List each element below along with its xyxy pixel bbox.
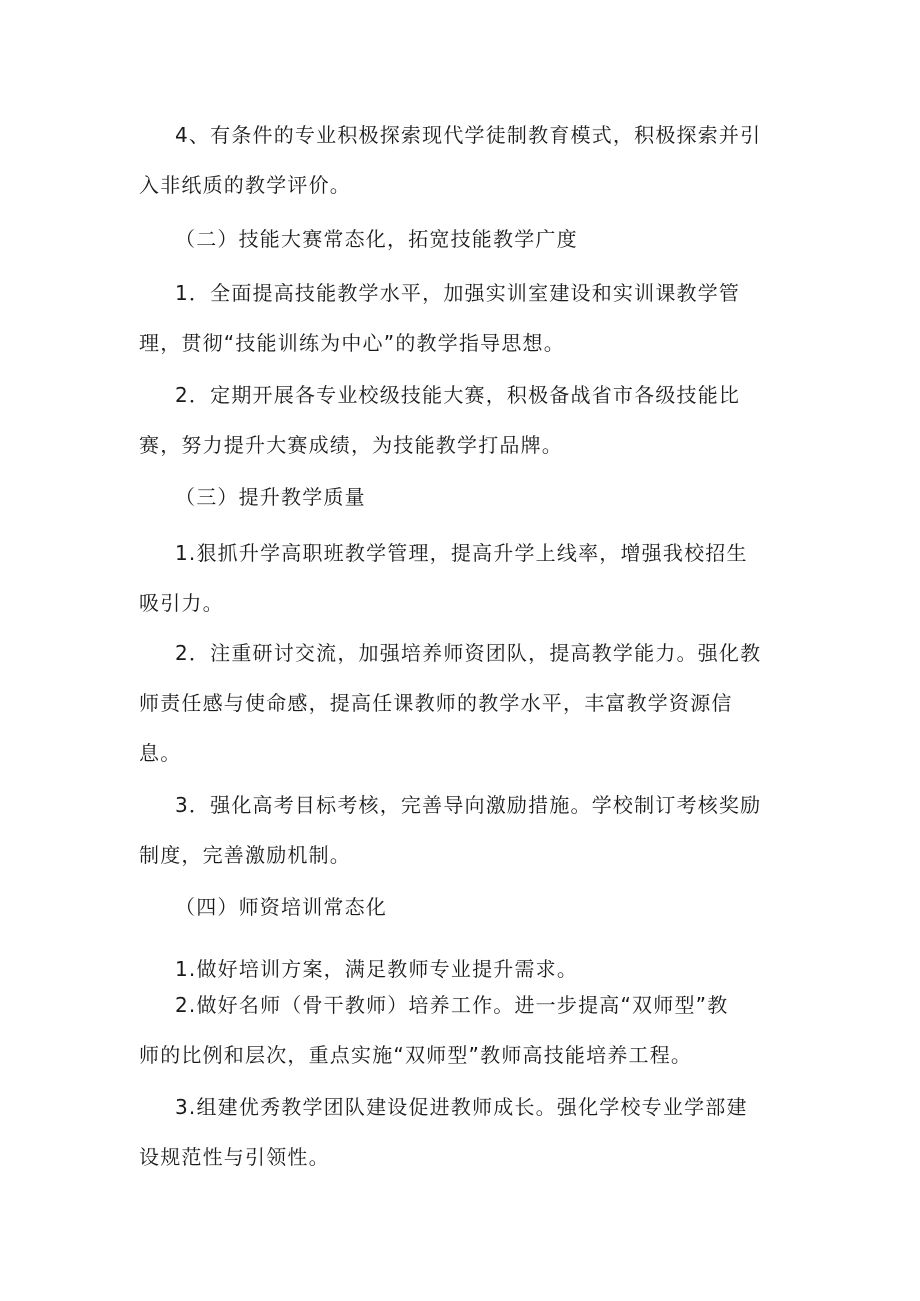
paragraph-skills-2 — [139, 370, 779, 470]
text-line: 设规范性与引领性。 — [139, 1145, 330, 1169]
section-heading-2: （二）技能大赛常态化，拓宽技能教学广度 — [175, 227, 578, 251]
text-line: 吸引力。 — [139, 591, 224, 615]
text-line: 2．注重研讨交流，加强培养师资团队，提高教学能力。强化教 — [175, 641, 762, 665]
text-line: 2.做好名师（骨干教师）培养工作。进一步提高“双师型”教 — [175, 993, 729, 1017]
paragraph-training-2 — [139, 980, 779, 1080]
text-line: 师责任感与使命感，提高任课教师的教学水平，丰富教学资源信 — [139, 691, 733, 715]
text-line: 1.做好培训方案，满足教师专业提升需求。 — [175, 957, 579, 981]
paragraph-quality-1 — [139, 528, 779, 628]
text-line: 入非纸质的教学评价。 — [139, 173, 351, 197]
paragraph-quality-3 — [139, 780, 779, 880]
text-line: 赛，努力提升大赛成绩，为技能教学打品牌。 — [139, 433, 563, 457]
text-line: 1．全面提高技能教学水平，加强实训室建设和实训课教学管 — [175, 281, 741, 305]
paragraph-quality-2 — [139, 628, 779, 778]
section-heading-4: （四）师资培训常态化 — [175, 895, 387, 919]
text-line: 师的比例和层次，重点实施“双师型”教师高技能培养工程。 — [139, 1043, 693, 1067]
paragraph-4-apprenticeship — [139, 110, 779, 210]
text-line: 1.狠抓升学高职班教学管理，提高升学上线率，增强我校招生 — [175, 541, 748, 565]
paragraph-skills-1 — [139, 268, 779, 368]
text-line: 4、有条件的专业积极探索现代学徒制教育模式，积极探索并引 — [175, 123, 762, 147]
text-line: 2．定期开展各专业校级技能大赛，积极备战省市各级技能比 — [175, 383, 741, 407]
text-line: 息。 — [139, 741, 182, 765]
section-heading-3: （三）提升教学质量 — [175, 485, 366, 509]
text-line: 理，贯彻“技能训练为中心”的教学指导思想。 — [139, 331, 565, 355]
text-line: 3.组建优秀教学团队建设促进教师成长。强化学校专业学部建 — [175, 1095, 748, 1119]
text-line: 制度，完善激励机制。 — [139, 843, 351, 867]
text-line: 3．强化高考目标考核，完善导向激励措施。学校制订考核奖励 — [175, 793, 762, 817]
paragraph-training-3 — [139, 1082, 779, 1182]
